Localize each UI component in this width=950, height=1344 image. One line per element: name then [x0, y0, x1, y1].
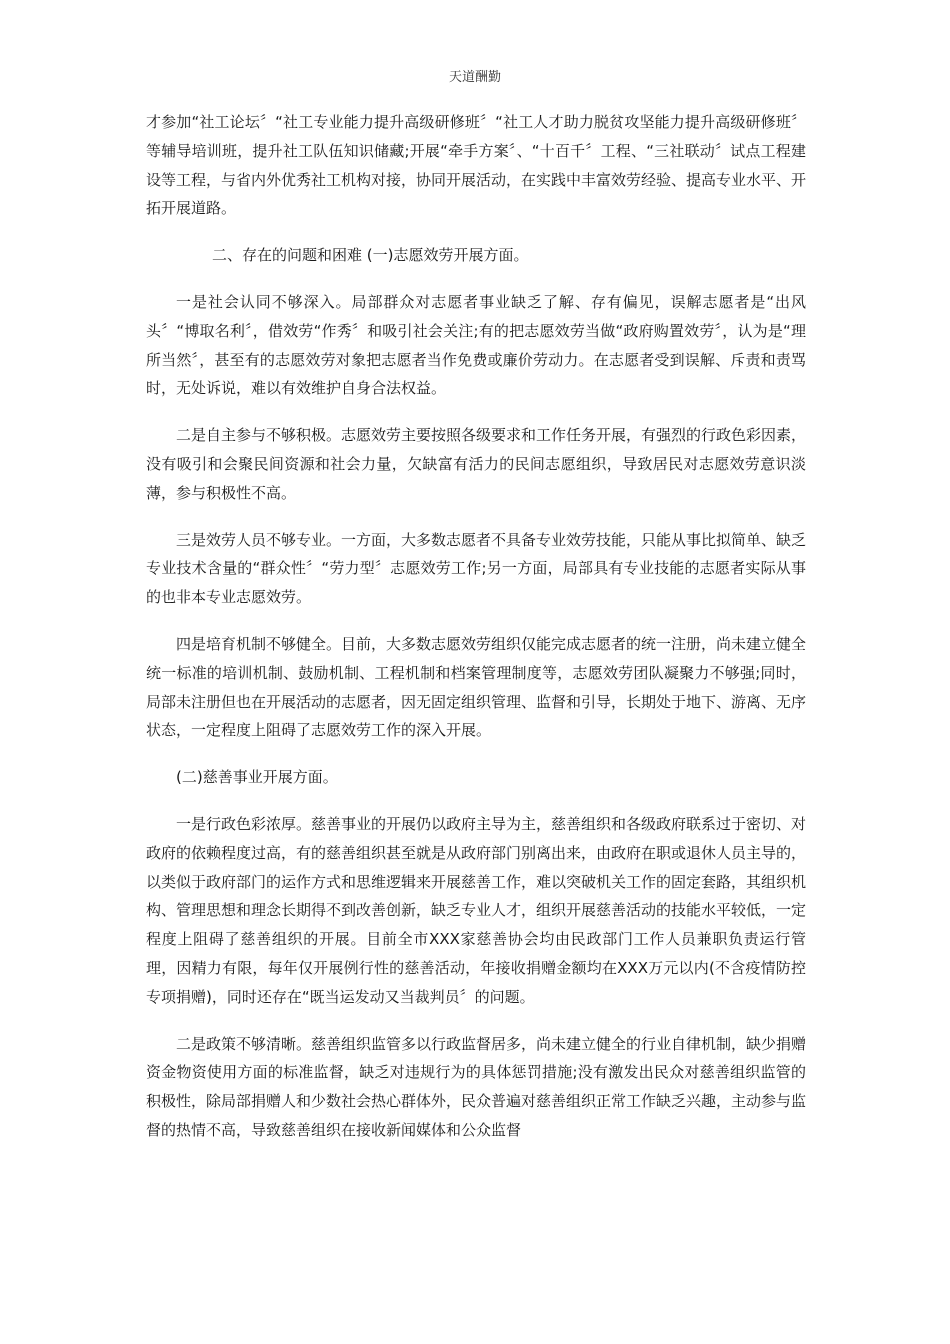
paragraph-voluntary-participation: 二是自主参与不够积极。志愿效劳主要按照各级要求和工作任务开展，有强烈的行政色彩因素，没有吸引和会聚民间资源和社会力量，欠缺富有活力的民间志愿组织，导致居民对志愿效劳意识淡薄，参与积极性不高。 — [146, 426, 807, 502]
document-body — [146, 108, 806, 1145]
paragraph-cultivation-mechanism: 四是培育机制不够健全。目前，大多数志愿效劳组织仅能完成志愿者的统一注册，尚未建立健全统一标准的培训机制、鼓励机制、工程机制和档案管理制度等，志愿效劳团队凝聚力不够强;同时，局部未注册但也在开展活动的志愿者，因无固定组织管理、监督和引导，长期处于地下、游离、无序状态，一定程度上阻碍了志愿效劳工作的深入开展。 — [146, 634, 807, 740]
paragraph-social-work-training: 才参加“社工论坛〞“社工专业能力提升高级研修班〞“社工人才助力脱贫攻坚能力提升高级研修班〞等辅导培训班，提升社工队伍知识储藏;开展“牵手方案〞、“十百千〞工程、“三社联动〞试点工程建设等工程，与省内外优秀社工机构对接，协同开展活动，在实践中丰富效劳经验、提高专业水平、开拓开展道路。 — [146, 113, 807, 218]
paragraph-professionalism: 三是效劳人员不够专业。一方面，大多数志愿者不具备专业效劳技能，只能从事比拟简单、缺乏专业技术含量的“群众性〞“劳力型〞志愿效劳工作;另一方面，局部具有专业技能的志愿者实际从事的也非本专业志愿效劳。 — [146, 530, 807, 607]
paragraph-administrative-color: 一是行政色彩浓厚。慈善事业的开展仍以政府主导为主，慈善组织和各级政府联系过于密切、对政府的依赖程度过高，有的慈善组织甚至就是从政府部门别离出来，由政府在职或退休人员主导的，以类似于政府部门的运作方式和思维逻辑来开展慈善工作，难以突破机关工作的固定套路，其组织机构、管理思想和理念长期得不到改善创新，缺乏专业人才，组织开展慈善活动的技能水平较低，一定程度上阻碍了慈善组织的开展。目前全市XXX家慈善协会均由民政部门工作人员兼职负责运行管理，因精力有限，每年仅开展例行性的慈善活动，年接收捐赠金额均在XXX万元以内(不含疫情防控专项捐赠)，同时还存在“既当运发动又当裁判员〞的问题。 — [146, 814, 807, 1006]
section-heading-problems: 二、存在的问题和困难 (一)志愿效劳开展方面。 — [212, 246, 529, 265]
paragraph-social-recognition: 一是社会认同不够深入。局部群众对志愿者事业缺乏了解、存有偏见，误解志愿者是“出风头〞“博取名利〞，借效劳“作秀〞和吸引社会关注;有的把志愿效劳当做“政府购置效劳〞，认为是“理所当然〞，甚至有的志愿效劳对象把志愿者当作免费或廉价劳动力。在志愿者受到误解、斥责和责骂时，无处诉说，难以有效维护自身合法权益。 — [146, 292, 806, 398]
paragraph-policy-clarity: 二是政策不够清晰。慈善组织监管多以行政监督居多，尚未建立健全的行业自律机制，缺少捐赠资金物资使用方面的标准监督，缺乏对违规行为的具体惩罚措施;没有激发出民众对慈善组织监管的积极性，除局部捐赠人和少数社会热心群体外，民众普遍对慈善组织正常工作缺乏兴趣，主动参与监督的热情不高，导致慈善组织在接收新闻媒体和公众监督 — [146, 1034, 807, 1139]
page-header: 天道酬勤 — [448, 70, 501, 85]
subsection-heading-charity: (二)慈善事业开展方面。 — [176, 768, 338, 787]
